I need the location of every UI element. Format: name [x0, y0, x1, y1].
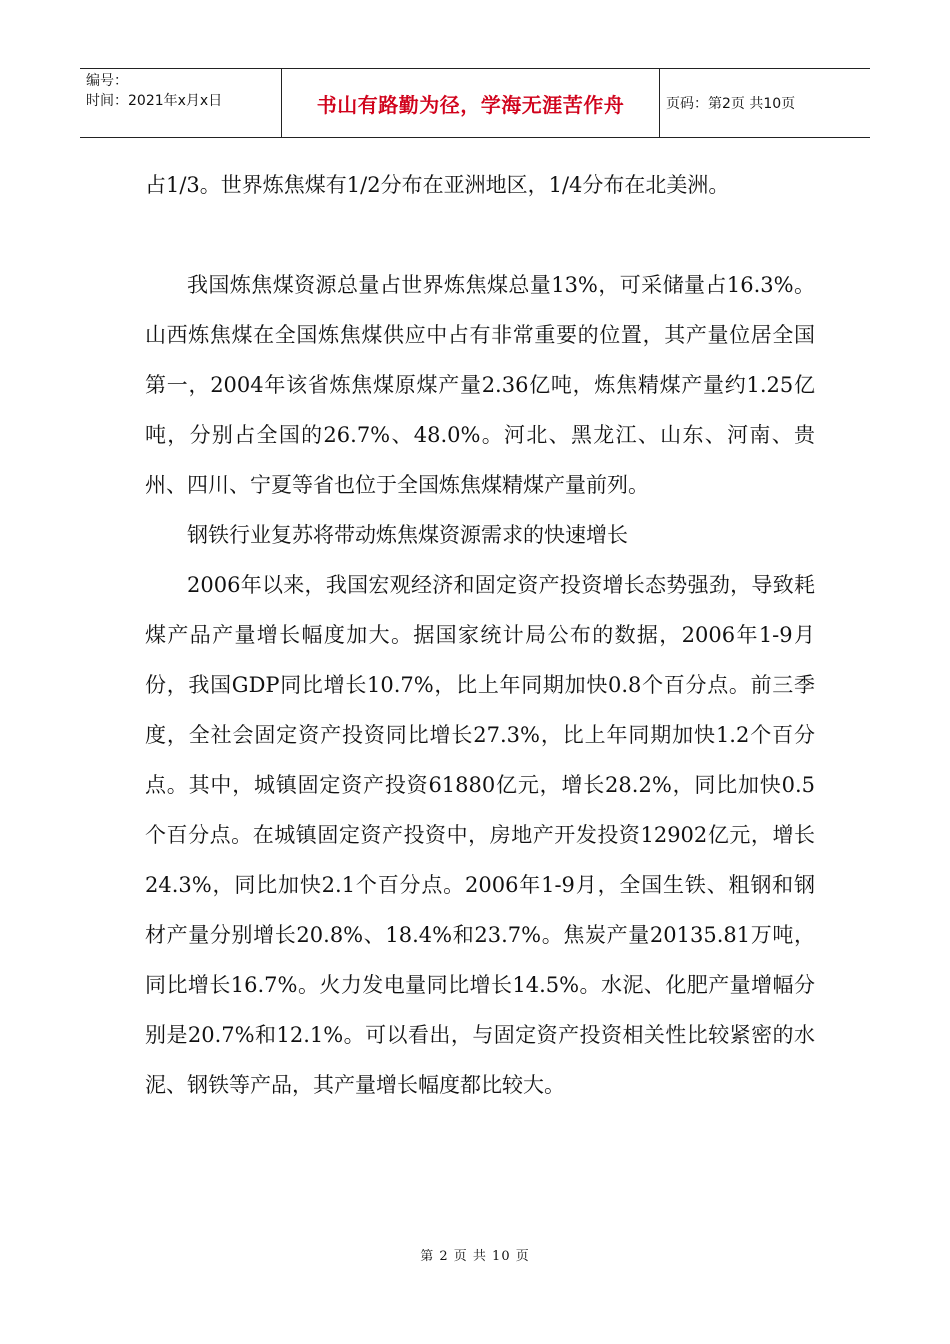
paragraph-continuation: 占1/3。世界炼焦煤有1/2分布在亚洲地区，1/4分布在北美洲。	[145, 173, 730, 197]
page-footer: 第 2 页 共 10 页	[420, 1249, 530, 1264]
section-heading: 钢铁行业复苏将带动炼焦煤资源需求的快速增长	[187, 523, 628, 547]
paragraph-investment-growth: 2006年以来，我国宏观经济和固定资产投资增长态势强劲，导致耗煤产品产量增长幅度加大。据国家统计局公布的数据，2006年1-9月份，我国GDP同比增长10.7%，比上年同期加快0.8个百分点。前三季度，全社会固定资产投资同比增长27.3%，比上年同期加快1.2个百分点。其中，城镇固定资产投资61880亿元，增长28.2%，同比加快0.5个百分点。在城镇固定资产投资中，房地产开发投资12902亿元，增长24.3%，同比加快2.1个百分点。2006年1-9月，全国生铁、粗钢和钢材产量分别增长20.8%、18.4%和23.7%。焦炭产量20135.81万吨，同比增长16.7%。火力发电量同比增长14.5%。水泥、化肥产量增幅分别是20.7%和12.1%。可以看出，与固定资产投资相关性比较紧密的水泥、钢铁等产品，其产量增长幅度都比较大。	[145, 573, 815, 1097]
document-number-label: 编号：	[86, 73, 128, 89]
header-page-info: 页码：第2页 共10页	[666, 96, 796, 112]
paragraph-spacer	[145, 210, 815, 260]
document-date-label: 时间：2021年x月x日	[86, 93, 223, 109]
paragraph-coking-coal-reserves: 我国炼焦煤资源总量占世界炼焦煤总量13%，可采储量占16.3%。山西炼焦煤在全国炼焦煤供应中占有非常重要的位置，其产量位居全国第一，2004年该省炼焦煤原煤产量2.36亿吨，炼焦精煤产量约1.25亿吨，分别占全国的26.7%、48.0%。河北、黑龙江、山东、河南、贵州、四川、宁夏等省也位于全国炼焦煤精煤产量前列。	[145, 273, 815, 497]
page-header	[80, 68, 870, 138]
header-motto: 书山有路勤为径，学海无涯苦作舟	[282, 69, 660, 137]
document-body	[145, 160, 815, 1110]
header-meta	[80, 69, 282, 137]
